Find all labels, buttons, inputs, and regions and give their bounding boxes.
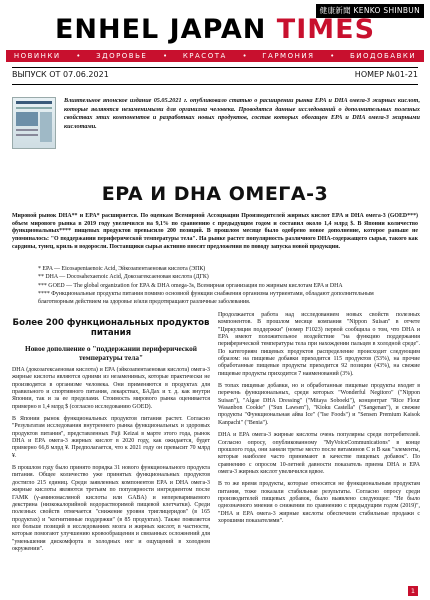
newspaper-title (0, 14, 430, 46)
topic-separator: • (330, 52, 335, 60)
paragraph: В Японии рынок функциональных продуктов питания растет. Согласно "Результатам исследования внутреннего рынка функциональных и здоровых продуктов питания", представленных Fuji Keizai в марте этого года, рынок DHA и EPA омега-3 жирных кислот в 2020 году, как ожидается, будет примерно 66,8 млрд ¥. Предполагается, что к 2021 году он превысит 70 млрд ¥. (12, 416, 210, 459)
paragraph: В то же время продукты, которые относятся не функциональным продуктам питания, тоже показали стабильные результаты. Согласно опросу среди производителей пищевых добавок, было выявлено следующее: "Не было однозначного мнения о снижении по сравнению с предыдущим годом (2019)", "DHA и EPA омега-3 жирные кислоты обеспечили стабильные продажи с хорошими показателями". (218, 481, 420, 524)
lead-paragraph: Влиятельное японское издание 05.05.2021 г. опубликовало статью о расширении рынка EPA и DHA омега-3 жирных кислот, которые являются незаменимыми для организма человека. Проводятся данные исследований о дополнительных полезных свойствах этих компонентов и разработках новых продуктов, состав которых обогащен EPA и DHA омега-3 жирными кислотами. (64, 97, 420, 130)
footnote-epa: * EPA — Eicosapentaenoic Acid, Эйкозапентаеновая кислота (ЭПК) (38, 266, 206, 272)
issue-date: ВЫПУСК ОТ 07.06.2021 (12, 70, 109, 79)
kanji-label: 健康新聞 KENKO SHINBUN (316, 4, 424, 18)
title-accent: TIMES (276, 14, 376, 45)
left-column (12, 318, 210, 553)
right-column (218, 312, 420, 525)
title-main: ENHEL JAPAN (54, 14, 277, 45)
page-number: 1 (408, 586, 418, 596)
footnotes (38, 266, 378, 307)
paragraph: В топах пищевые добавки, но и обработанные пищевые продукты входят в перечень функциональных, среди которых "Wonderful Negitoro" ("Nippon Suisan"), "Algae DHA Dressing" ("Mitaya Soboeki"), концентрат "Rice Flour Wasanbon Cookie" ("Sun Lawsen"), "Kioku Castella" ("Sangenan"), и свежие продукты "Функциональная айва Ice" ("Ise Foods") и "Sensen Premium Kaisok Kanpachi" ("Benia"). (218, 383, 420, 426)
intro-paragraph: Мировой рынок DHA** и EPA* расширяется. По оценкам Всемирной Ассоциации Производителей жирных кислот EPA и DHA омега-3 (GOED***) объем мирового рынка в 2019 году увеличился на 9,1% по сравнению с предыдущим годом и составил около 1,4 млрд $. В Японии количество функциональных**** пищевых продуктов превысило 200 позиций. В прошлом месяце было одобрено новое дополнение, которое раньше не упоминалось: "О поддержании периферической температуры тела". На рынке растет популярность различного DHA-содержащего сырья, такого как сардины, тунец, криль и водоросли. Поставщики сырья активно вносят предложения по поводу запуска новой продукции. (12, 213, 418, 250)
paragraph: DHA (докозагексаеновая кислота) и EPA (эйкозапентаеновая кислота) омега-3 жирные кислоты являются одними из незаменимых, которые практически не производятся в организме человека. Они применяются в продуктах для правильного и спортивного питания, лекарствах, БАДах и т. д. как внутри Японии, так и за ее пределами. Стоимость мирового рынка оценивается примерно в 1,4 млрд $ (согласно исследованию GOED). (12, 367, 210, 410)
divider (12, 67, 418, 68)
topic-biodobavki: БИОДОБАВКИ (349, 52, 417, 60)
article-headline: EPA И DHA ОМЕГА-3 (101, 183, 329, 205)
paragraph: DHA и EPA омега-3 жирные кислоты очень популярны среди потребителей. Согласно опросу, опубликованному "MyVoiceCommunications" в конце прошлого года, они заняли третье место после витаминов С и В как "элементы, которые наиболее часто принимают в качестве пищевых добавок". По сравнению с опросом 10-летней давности показатель приема DHA и EPA омега-3 жирных кислот увеличился вдвое. (218, 432, 420, 475)
topic-separator: • (163, 52, 168, 60)
topic-krasota: КРАСОТА (182, 52, 227, 60)
topic-novinki: НОВИНКИ (13, 52, 61, 60)
masthead (0, 0, 430, 48)
footnote-goed: *** GOED — The global organization for EPA & DHA omega-3s, Всемирная организация по жирным кислотам EPA и DHA (38, 282, 343, 289)
footnote-functional: **** Функциональные продукты питания помимо основной функции снабжения организма нутриентами, обладают дополнительным благотворным действием на здоровье и/или предотвращают различные заболевания. (38, 290, 374, 305)
topic-separator: • (242, 52, 247, 60)
topic-bar (6, 50, 424, 62)
divider (12, 84, 418, 85)
source-article-thumbnail (12, 97, 56, 149)
topic-zdorovie: ЗДОРОВЬЕ (96, 52, 148, 60)
paragraph: В прошлом году было принято порядка 31 нового функционального продукта питания. Общее количество уже принятых функциональных продуктов достигло 215 единиц. Среди заявленных компонентов EPA и DHA омега-3 жирные кислоты являются третьим по популярности ингредиентом после ГАМК (γ-аминомасляной кислоты или GABA) и неперевариваемого декстрина (низкокалорийной водорастворимой пищевой клетчатки). Среди полезных свойств отмечается "снижение уровня триглицеридов" (в 165 продуктах) и "когнитивные поддержки" (в 85 продуктах). Также появляется все больше позиций в исследованиях мозга и жирных кислот, в частности, которые помогают улучшению кровообращения и связанных осложнений для "уменьшения дискомфорта в холодных ног и ощущений в холодном окружении". (12, 465, 210, 552)
footnote-dha: ** DHA — Docosahexaenoic Acid, Докозагексаеновая кислота (ДГК) (38, 274, 209, 281)
section-subtitle: Новое дополнение о "поддержании периферической температуры тела" (25, 344, 197, 362)
issue-row (12, 70, 418, 82)
issue-number: НОМЕР №01-21 (354, 70, 418, 79)
section-title: Более 200 функциональных продуктов питания (12, 318, 210, 338)
topic-garmoniya: ГАРМОНИЯ (262, 52, 315, 60)
topic-separator: • (76, 52, 81, 60)
paragraph: Продолжается работа над исследованием новых свойств полезных компонентов. В прошлом месяце компания "Nippon Suisan" в отчете "Циркуляция поддержки" (номер F1023) первой сообщила о том, что DHA и EPA имеют положительное воздействие "на функцию поддержания периферической температуры тела при нахождении пальцев в холодной среде". По категориям пищевых продуктов распределение происходит следующим образом: на пищевые добавки приходится 115 продуктов (53%), на прочие обработанные пищевые продукты приходится 92 позиции (43%), на свежие пищевые продукты приходится 7 наименований (3%). (218, 312, 420, 377)
